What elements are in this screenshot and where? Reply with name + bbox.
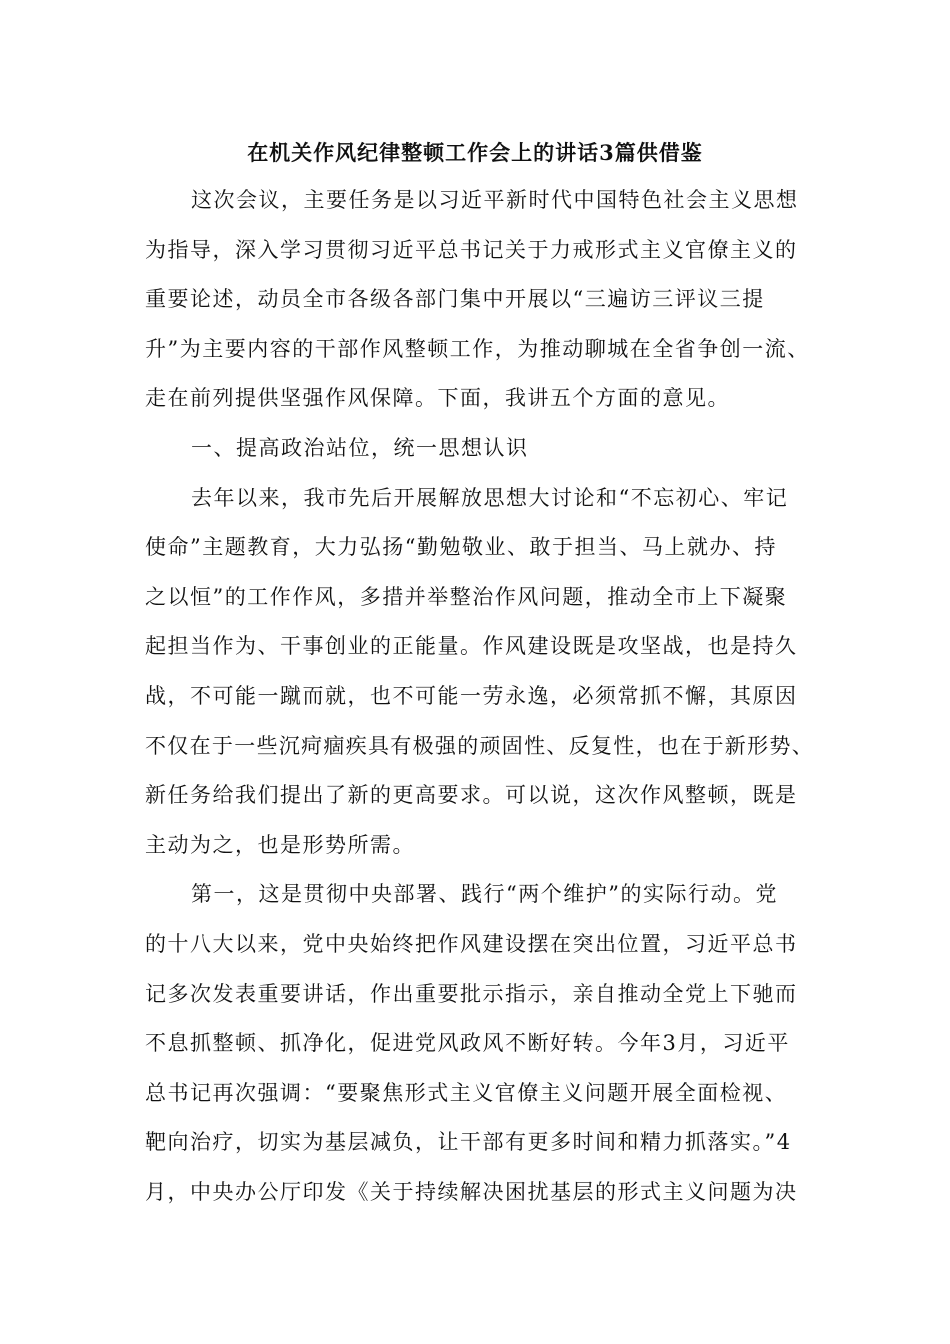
text-line: 总书记再次强调：“要聚焦形式主义官僚主义问题开展全面检视、 [145,1080,788,1105]
text-line: 的十八大以来，党中央始终把作风建设摆在突出位置，习近平总书 [145,932,798,956]
document-title: 在机关作风纪律整顿工作会上的讲话3篇供借鉴 [247,140,703,165]
text-line: 使命”主题教育，大力弘扬“勤勉敬业、敢于担当、马上就办、持 [145,535,777,560]
text-line: 战，不可能一蹴而就，也不可能一劳永逸，必须常抓不懈，其原因 [145,684,798,708]
text-line: 为指导，深入学习贯彻习近平总书记关于力戒形式主义官僚主义的 [145,237,798,262]
text-line: 重要论述，动员全市各级各部门集中开展以“三遍访三评议三提 [145,287,765,312]
text-line: 不息抓整顿、抓净化，促进党风政风不断好转。今年3月，习近平 [145,1031,790,1056]
text-line: 月，中央办公厅印发《关于持续解决困扰基层的形式主义问题为决 [145,1180,798,1204]
text-line: 主动为之，也是形势所需。 [145,832,415,857]
text-line: 记多次发表重要讲话，作出重要批示指示，亲自推动全党上下驰而 [145,981,798,1006]
text-line: 第一，这是贯彻中央部署、践行“两个维护”的实际行动。党 [191,882,778,907]
text-line: 去年以来，我市先后开展解放思想大讨论和“不忘初心、牢记 [191,485,789,510]
text-line: 靶向治疗，切实为基层减负，让干部有更多时间和精力抓落实。”4 [145,1130,792,1155]
text-line: 不仅在于一些沉疴痼疾具有极强的顽固性、反复性，也在于新形势、 [145,733,814,758]
text-line: 一、提高政治站位，统一思想认识 [191,436,529,460]
text-line: 走在前列提供坚强作风保障。下面，我讲五个方面的意见。 [145,386,730,411]
text-line: 之以恒”的工作作风，多措并举整治作风问题，推动全市上下凝聚 [145,584,788,609]
text-line: 这次会议，主要任务是以习近平新时代中国特色社会主义思想 [191,188,799,212]
text-line: 起担当作为、干事创业的正能量。作风建设既是攻坚战，也是持久 [145,634,798,659]
text-line: 新任务给我们提出了新的更高要求。可以说，这次作风整顿，既是 [145,783,798,808]
text-line: 升”为主要内容的干部作风整顿工作，为推动聊城在全省争创一流、 [145,336,810,361]
